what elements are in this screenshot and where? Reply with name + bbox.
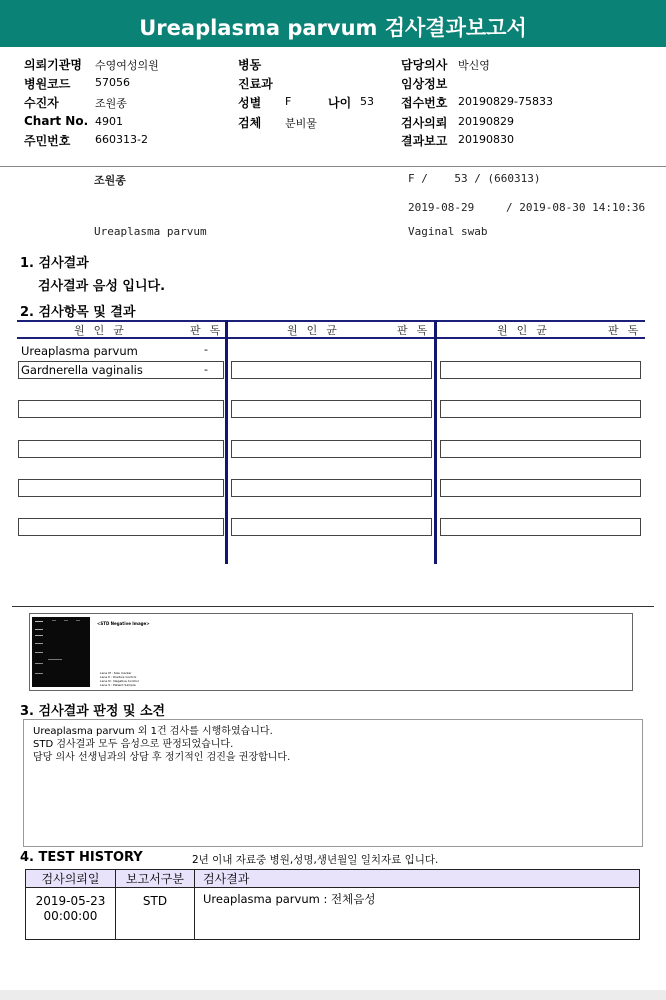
specimen-type: Vaginal swab — [408, 225, 488, 238]
request-date-value: 20190829 — [458, 115, 514, 128]
opinion-line: 담당 의사 선생님과의 상담 후 정기적인 검진을 권장합니다. — [33, 752, 291, 763]
history-col-type: 보고서구분 — [116, 870, 195, 888]
page-footer-strip — [0, 990, 666, 1000]
result-cell-box — [18, 518, 224, 536]
ward-label: 병동 — [238, 58, 262, 72]
opinion-line: STD 검사결과 모두 음성으로 판정되었습니다. — [33, 739, 234, 750]
history-header-row — [26, 870, 640, 888]
section3-title: 3. 검사결과 판정 및 소견 — [20, 704, 166, 719]
doctor-value: 박신영 — [458, 59, 490, 72]
section2-title: 2. 검사항목 및 결과 — [20, 305, 136, 320]
section1-title: 1. 검사결과 — [20, 256, 89, 271]
result-cell-box — [231, 518, 432, 536]
result-cell-box — [231, 400, 432, 418]
section1-result: 검사결과 음성 입니다. — [38, 279, 166, 294]
result-cell-box — [231, 361, 432, 379]
pathogen-name: Gardnerella vaginalis — [21, 363, 143, 377]
pathogen-name: Ureaplasma parvum — [21, 344, 138, 358]
test-name: Ureaplasma parvum — [94, 225, 207, 238]
col-pathogen-2: 원인균 — [287, 324, 346, 337]
result-cell-box — [440, 440, 641, 458]
patient-sex-age: F / 53 / (660313) — [408, 172, 541, 185]
specimen-label: 검체 — [238, 116, 262, 130]
section-divider — [12, 606, 654, 607]
opinion-line: Ureaplasma parvum 외 1건 검사를 시행하였습니다. — [33, 726, 273, 737]
report-date-label: 결과보고 — [401, 134, 448, 148]
chart-no-value: 4901 — [95, 115, 123, 128]
hospital-name-value: 수영여성의원 — [95, 59, 159, 72]
result-cell-box — [18, 400, 224, 418]
sex-value: F — [285, 95, 292, 108]
receipt-no-label: 접수번호 — [401, 96, 448, 110]
history-note: 2년 이내 자료중 병원,성명,생년월일 일치자료 입니다. — [192, 854, 439, 866]
test-date-from: 2019-08-29 — [408, 201, 475, 214]
gel-lane-legend: Lane M : Size marker Lane P : Positive Control Lane N : Negative Control Lane S : Patient Sample — [100, 671, 139, 687]
history-date: 2019-05-23 — [35, 894, 106, 908]
result-cell-box — [18, 440, 224, 458]
history-type: STD — [116, 888, 195, 940]
result-cell-box — [440, 400, 641, 418]
result-cell-box — [440, 479, 641, 497]
history-time: 00:00:00 — [43, 909, 98, 923]
hospital-code-value: 57056 — [95, 76, 130, 89]
age-value: 53 — [360, 95, 374, 108]
patient-label: 수진자 — [24, 96, 59, 110]
report-date-value: 20190830 — [458, 133, 514, 146]
col-result-3: 판독 — [608, 324, 648, 337]
resident-no-value: 660313-2 — [95, 133, 148, 146]
dept-label: 진료과 — [238, 77, 273, 91]
request-date-label: 검사의뢰 — [401, 116, 448, 130]
clinical-info-label: 임상정보 — [401, 77, 448, 91]
column-divider-1 — [225, 320, 228, 564]
history-date-cell — [26, 888, 116, 940]
col-pathogen-3: 원인균 — [497, 324, 556, 337]
result-cell-box — [18, 479, 224, 497]
test-date-to: / 2019-08-30 14:10:36 — [506, 201, 646, 214]
age-label: 나이 — [328, 96, 352, 110]
col-result-1: 판독 — [190, 324, 230, 337]
header-divider — [0, 166, 666, 167]
specimen-value: 분비물 — [285, 117, 317, 130]
receipt-no-value: 20190829-75833 — [458, 95, 553, 108]
col-result-2: 판독 — [397, 324, 437, 337]
result-cell-box — [440, 518, 641, 536]
col-pathogen-1: 원인균 — [74, 324, 133, 337]
gel-image-caption: <STD Negative Image> — [97, 621, 150, 626]
pathogen-result: - — [204, 343, 208, 356]
history-col-result: 검사결과 — [195, 870, 640, 888]
opinion-box — [23, 719, 643, 847]
hospital-name-label: 의뢰기관명 — [24, 58, 82, 72]
resident-no-label: 주민번호 — [24, 134, 71, 148]
column-divider-2 — [434, 320, 437, 564]
table-row — [26, 888, 640, 940]
section4-title: 4. TEST HISTORY — [20, 850, 143, 865]
chart-no-label: Chart No. — [24, 114, 89, 128]
report-title: Ureaplasma parvum 검사결과보고서 — [0, 0, 666, 47]
pathogen-result: - — [204, 363, 208, 376]
patient-name: 조원종 — [94, 174, 126, 187]
doctor-label: 담당의사 — [401, 58, 448, 72]
patient-value: 조원종 — [95, 97, 127, 110]
result-cell-box — [231, 440, 432, 458]
hospital-code-label: 병원코드 — [24, 77, 71, 91]
gel-electrophoresis-image — [32, 617, 90, 687]
sex-label: 성별 — [238, 96, 262, 110]
history-table — [25, 869, 640, 940]
result-cell-box — [231, 479, 432, 497]
history-col-date: 검사의뢰일 — [26, 870, 116, 888]
result-cell-box — [440, 361, 641, 379]
history-result: Ureaplasma parvum : 전체음성 — [195, 888, 640, 940]
